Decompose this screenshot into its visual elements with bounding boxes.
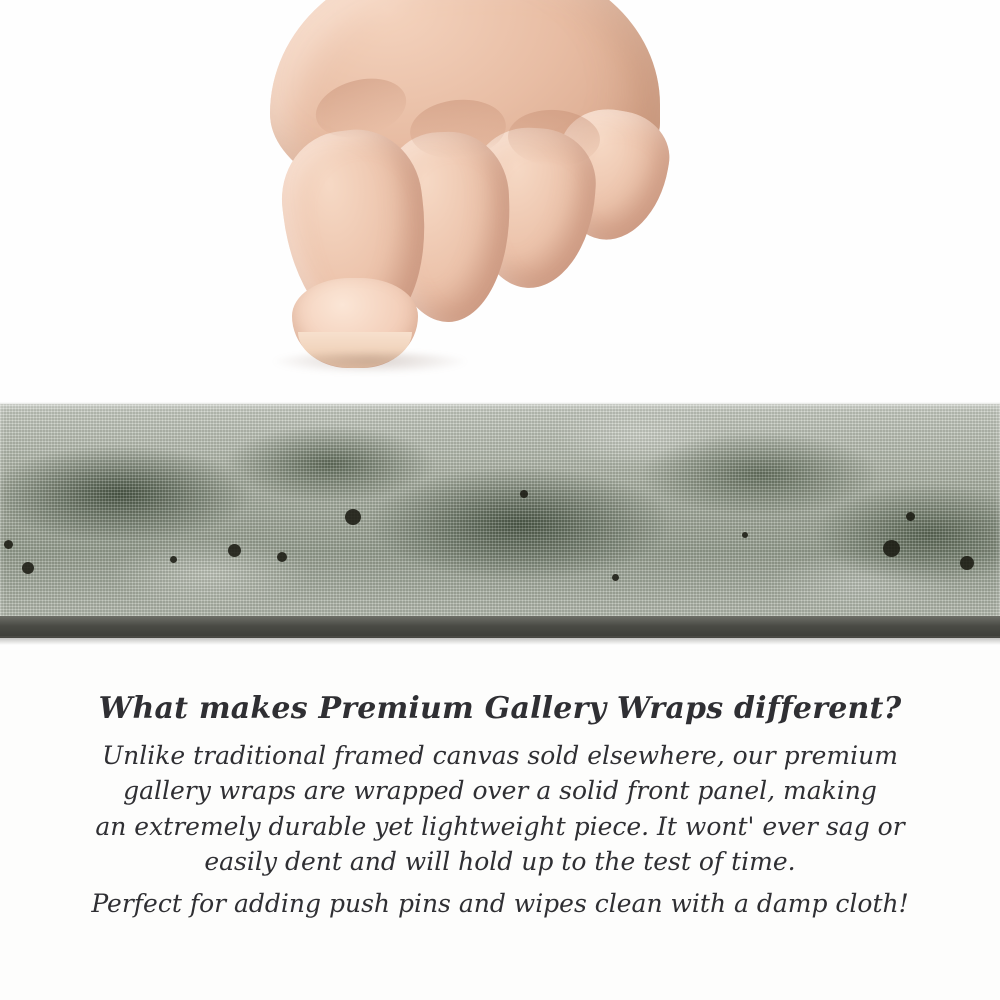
caption-line-3: an extremely durable yet lightweight piece. It wont' ever sag or — [95, 811, 905, 841]
caption-heading: What makes Premium Gallery Wraps different? — [98, 691, 902, 726]
texture-speck — [883, 540, 900, 557]
hand-illustration — [120, 0, 640, 430]
texture-speck — [277, 552, 287, 562]
texture-speck — [22, 562, 34, 574]
caption-line-2: gallery wraps are wrapped over a solid front panel, making — [123, 776, 877, 805]
texture-speck — [170, 556, 177, 563]
caption-block — [0, 690, 1000, 921]
texture-speck — [520, 490, 528, 498]
caption-line-1: Unlike traditional framed canvas sold elsewhere, our premium — [102, 740, 898, 770]
texture-speck — [4, 540, 13, 549]
texture-speck — [742, 532, 748, 538]
canvas-wrap-bottom-edge — [0, 616, 1000, 638]
texture-speck — [960, 556, 974, 570]
texture-speck — [612, 574, 619, 581]
hand-contact-shadow — [270, 352, 470, 374]
canvas-wrap-edge — [0, 404, 1000, 616]
texture-speck — [228, 544, 241, 557]
texture-speck — [906, 512, 915, 521]
caption-line-4: easily dent and will hold up to the test of time. — [204, 847, 796, 876]
caption-line-5: Perfect for adding push pins and wipes clean with a damp cloth! — [91, 888, 909, 918]
texture-speck — [345, 509, 361, 525]
